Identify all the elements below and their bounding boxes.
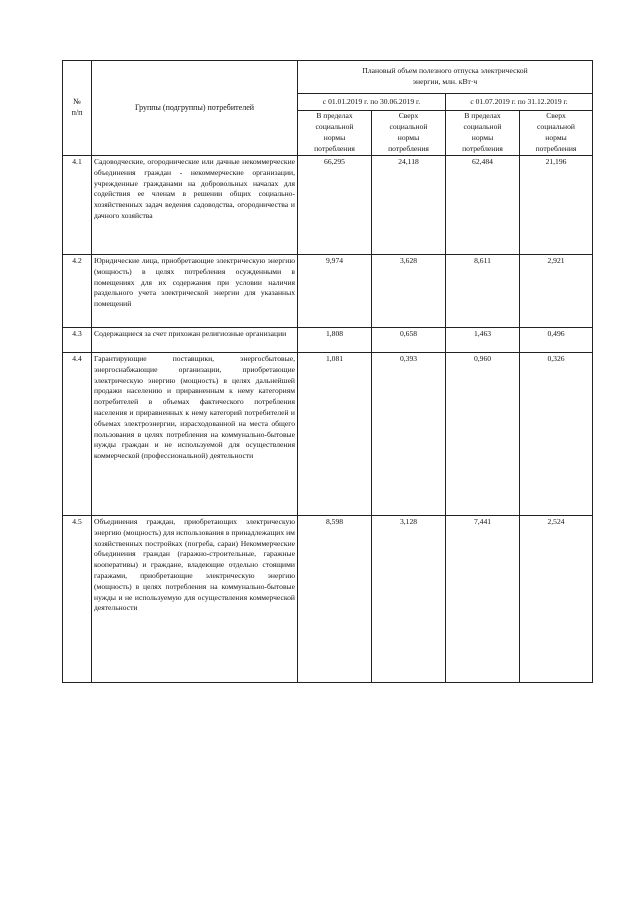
row-value-within-h1: 1,808 bbox=[298, 328, 372, 353]
row-value-above-h1: 0,658 bbox=[372, 328, 446, 353]
row-value-within-h2: 8,611 bbox=[446, 255, 520, 328]
header-period-2: с 01.07.2019 г. по 31.12.2019 г. bbox=[446, 94, 593, 111]
row-value-above-h2: 2,524 bbox=[520, 516, 593, 683]
row-value-within-h1: 9,974 bbox=[298, 255, 372, 328]
row-value-above-h1: 0,393 bbox=[372, 353, 446, 516]
table-row bbox=[63, 255, 593, 328]
table-row bbox=[63, 156, 593, 255]
header-above-norm-2: Сверх социальной нормы потребления bbox=[520, 111, 593, 156]
row-value-above-h1: 24,118 bbox=[372, 156, 446, 255]
row-value-within-h1: 66,295 bbox=[298, 156, 372, 255]
row-value-within-h1: 1,081 bbox=[298, 353, 372, 516]
row-description: Юридические лица, приобретающие электрическую энергию (мощность) в целях потребления осужденными в помещениях для их содержания при условии наличия раздельного учета электрической энергии для указанных помещений bbox=[92, 255, 298, 328]
row-description: Содержащиеся за счет прихожан религиозные организации bbox=[92, 328, 298, 353]
row-value-above-h1: 3,628 bbox=[372, 255, 446, 328]
row-value-within-h2: 0,960 bbox=[446, 353, 520, 516]
row-number: 4.4 bbox=[63, 353, 92, 516]
row-value-above-h1: 3,128 bbox=[372, 516, 446, 683]
header-num: № п/п bbox=[63, 61, 92, 156]
consumption-table bbox=[62, 60, 593, 683]
table-row bbox=[63, 516, 593, 683]
row-value-within-h1: 8,598 bbox=[298, 516, 372, 683]
row-value-above-h2: 2,921 bbox=[520, 255, 593, 328]
header-groups: Группы (подгруппы) потребителей bbox=[92, 61, 298, 156]
table-row bbox=[63, 353, 593, 516]
row-value-within-h2: 7,441 bbox=[446, 516, 520, 683]
table-row bbox=[63, 328, 593, 353]
header-volume-title: Плановый объем полезного отпуска электрической энергии, млн. кВт·ч bbox=[298, 61, 593, 94]
row-number: 4.1 bbox=[63, 156, 92, 255]
row-description: Садоводческие, огороднические или дачные некоммерческие объединения граждан - некоммерческие организации, учрежденные гражданами на добровольных началах для содействия ее членам в решении общих социально-хозяйственных задач ведения садоводства, огородничества и дачного хозяйства bbox=[92, 156, 298, 255]
row-number: 4.5 bbox=[63, 516, 92, 683]
row-number: 4.2 bbox=[63, 255, 92, 328]
row-number: 4.3 bbox=[63, 328, 92, 353]
row-value-above-h2: 0,326 bbox=[520, 353, 593, 516]
row-description: Объединения граждан, приобретающих электрическую энергию (мощность) для использования в принадлежащих им хозяйственных постройках (погреба, сараи) Некоммерческие объединения граждан (гаражно-строительные, гаражные кооперативы) и граждане, владеющие отдельно стоящими гаражами, приобретающие электрическую энергию (мощность) в целях потребления на коммунально-бытовые нужды и не используемую для осуществления коммерческой деятельности bbox=[92, 516, 298, 683]
header-within-norm-2: В пределах социальной нормы потребления bbox=[446, 111, 520, 156]
row-value-above-h2: 21,196 bbox=[520, 156, 593, 255]
row-value-above-h2: 0,496 bbox=[520, 328, 593, 353]
row-value-within-h2: 1,463 bbox=[446, 328, 520, 353]
row-description: Гарантирующие поставщики, энергосбытовые, энергоснабжающие организации, приобретающие электрическую энергию (мощность) в целях дальнейшей продажи населению и приравненным к нему категориям потребителей в объемах фактического потребления населения и приравненных к нему категорий потребителей и объемах электроэнергии, израсходованной на места общего пользования в целях потребления на коммунально-бытовые нужды граждан и не используемой для осуществления коммерческой (профессиональной) деятельности bbox=[92, 353, 298, 516]
header-above-norm-1: Сверх социальной нормы потребления bbox=[372, 111, 446, 156]
row-value-within-h2: 62,484 bbox=[446, 156, 520, 255]
header-period-1: с 01.01.2019 г. по 30.06.2019 г. bbox=[298, 94, 446, 111]
header-row-1 bbox=[63, 61, 593, 94]
header-within-norm-1: В пределах социальной нормы потребления bbox=[298, 111, 372, 156]
